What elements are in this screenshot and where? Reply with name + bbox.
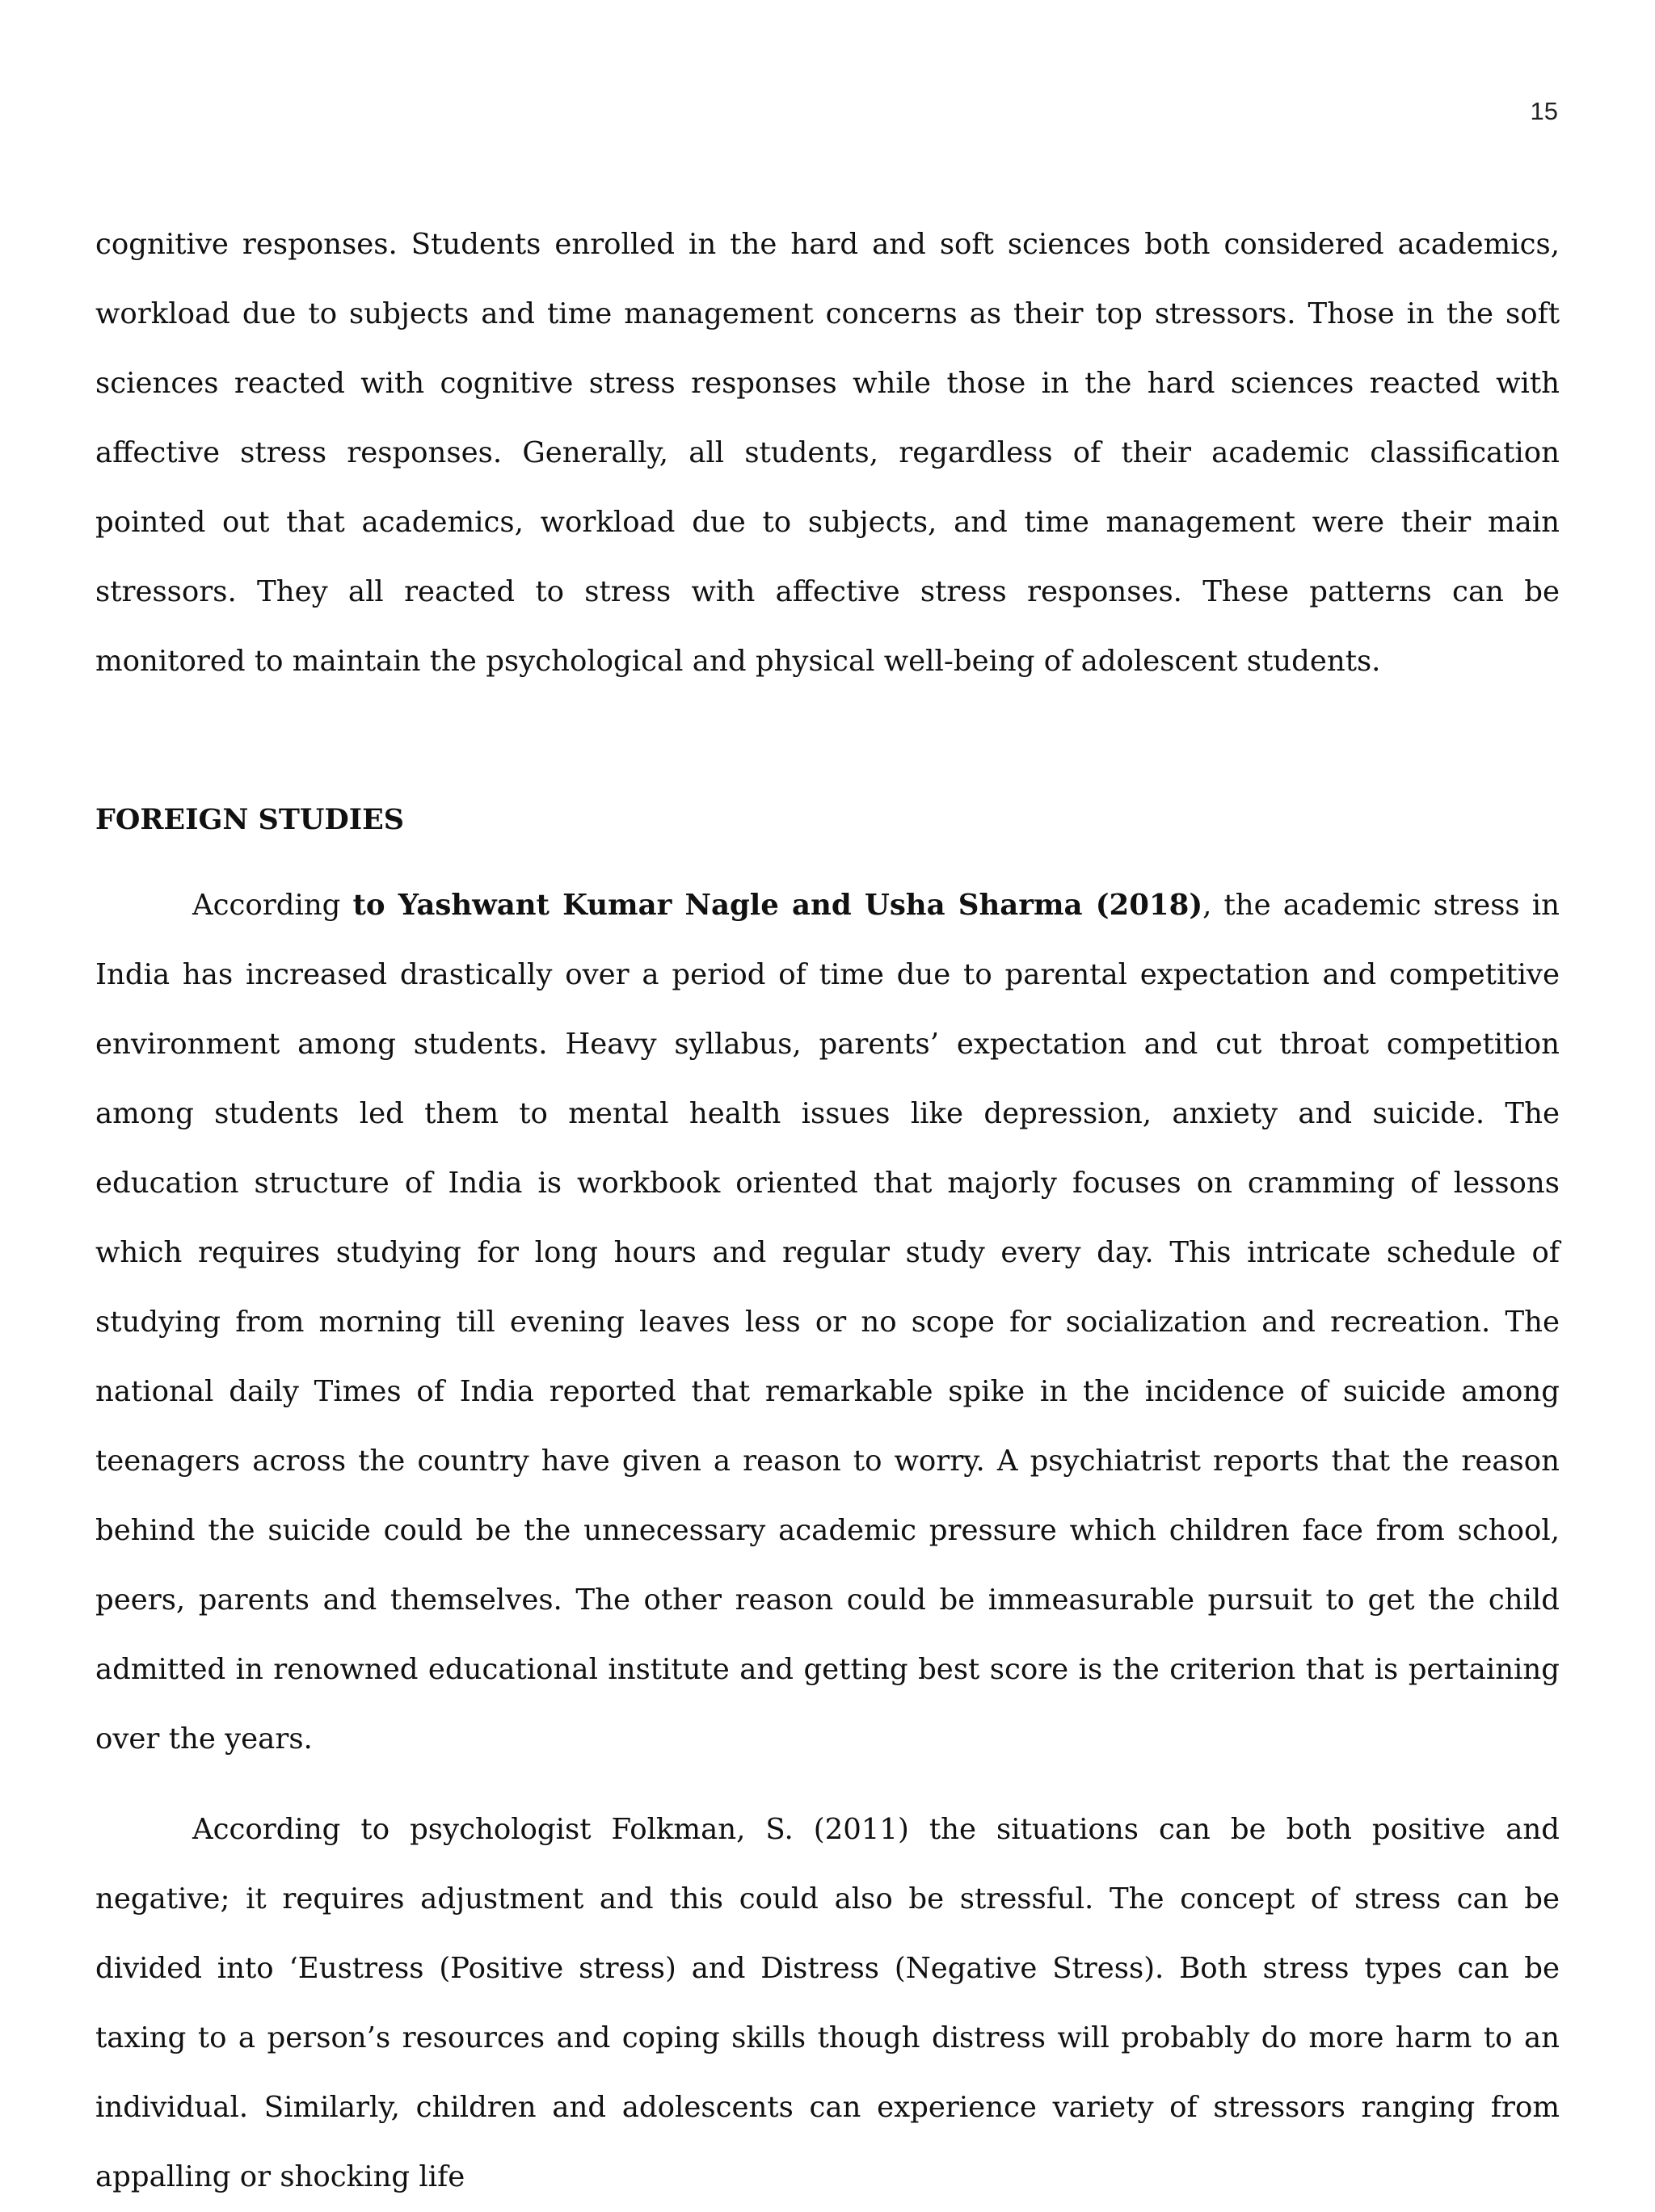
paragraph-nagle-sharma [95,871,1560,1774]
paragraph-lead: According [192,889,353,922]
page-number: 15 [1530,97,1558,125]
document-body [95,210,1560,2212]
paragraph-body: , the academic stress in India has increased drastically over a period of time due to parental expectation and competitive environment among students. Heavy syllabus, parents’ expectation and cut throat competition among students led them to mental health issues like depression, anxiety and suicide. The education structure of India is workbook oriented that majorly focuses on cramming of lessons which requires studying for long hours and regular study every day. This intricate schedule of studying from morning till evening leaves less or no scope for socialization and recreation. The national daily Times of India reported that remarkable spike in the incidence of suicide among teenagers across the country have given a reason to worry. A psychiatrist reports that the reason behind the suicide could be the unnecessary academic pressure which children face from school, peers, parents and themselves. The other reason could be immeasurable pursuit to get the child admitted in renowned educational institute and getting best score is the criterion that is pertaining over the years. [95,889,1560,1756]
citation-nagle-sharma: to Yashwant Kumar Nagle and Usha Sharma (2018) [352,889,1203,922]
paragraph-cognitive-responses: cognitive responses. Students enrolled in the hard and soft sciences both considered academics, workload due to subjects and time management concerns as their top stressors. Those in the soft sciences reacted with cognitive stress responses while those in the hard sciences reacted with affective stress responses. Generally, all students, regardless of their academic classification pointed out that academics, workload due to subjects, and time management were their main stressors. They all reacted to stress with affective stress responses. These patterns can be monitored to maintain the psychological and physical well-being of adolescent students. [95,228,1560,678]
paragraph-folkman: According to psychologist Folkman, S. (2011) the situations can be both positive and negative; it requires adjustment and this could also be stressful. The concept of stress can be divided into ‘Eustress (Positive stress) and Distress (Negative Stress). Both stress types can be taxing to a person’s resources and coping skills though distress will probably do more harm to an individual. Similarly, children and adolescents can experience variety of stressors ranging from appalling or shocking life [95,1813,1560,2193]
section-heading-foreign-studies: FOREIGN STUDIES [95,803,405,836]
